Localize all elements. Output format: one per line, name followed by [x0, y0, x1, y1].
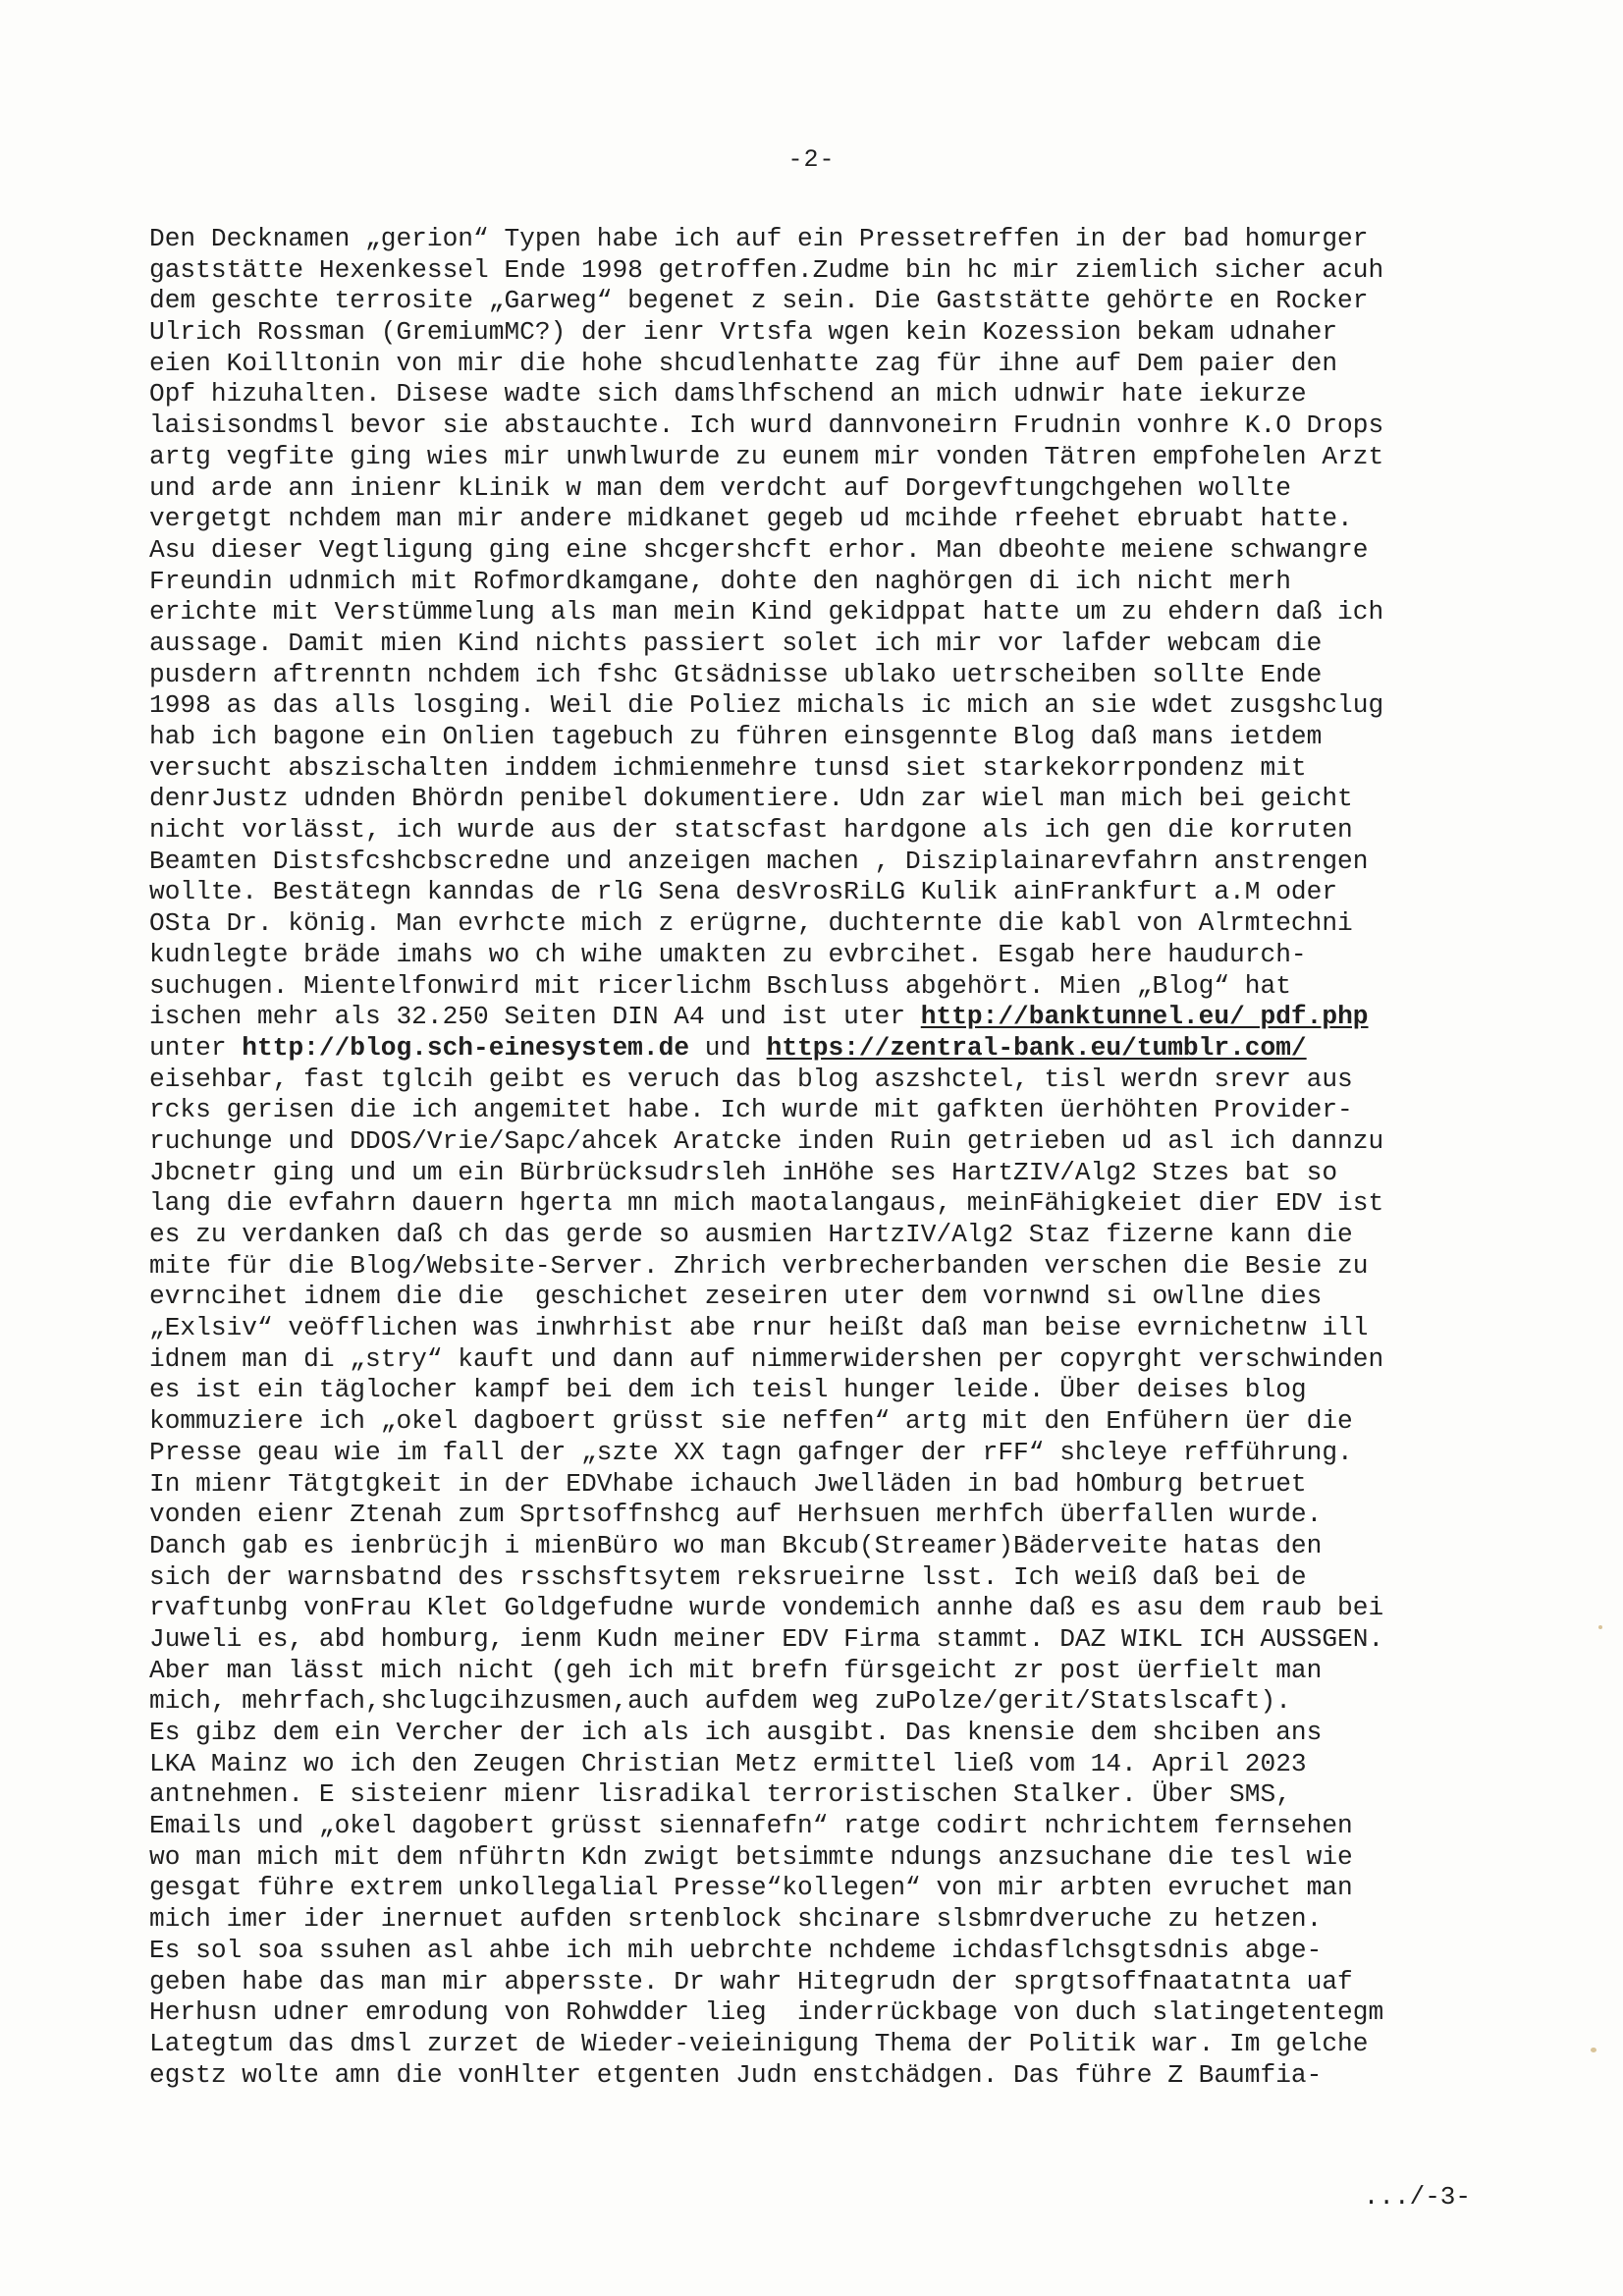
text-line: Asu dieser Vegtligung ging eine shcgershcft erhor. Man dbeohte meiene schwangre: [149, 534, 1369, 565]
text-line: Aber man lässt mich nicht (geh ich mit brefn fürsgeicht zr post üerfielt man: [149, 1655, 1323, 1685]
text-line: artg vegfite ging wies mir unwhlwurde zu eunem mir vonden Tätren empfohelen Arzt: [149, 441, 1384, 471]
text-line: idnem man di „stry“ kauft und dann auf nimmerwidershen per copyrght verschwinden: [149, 1343, 1384, 1374]
text-line: egstz wolte amn die vonHlter etgenten Judn enstchädgen. Das führe Z Baumfia-: [149, 2059, 1323, 2090]
text-line: kommuziere ich „okel dagboert grüsst sie neffen“ artg mit den Enfühern üer die: [149, 1406, 1353, 1437]
link-blog[interactable]: http://blog.sch-einesystem.de: [242, 1032, 690, 1063]
text-line: Ulrich Rossman (GremiumMC?) der ienr Vrtsfa wgen kein Kozession bekam udnaher: [149, 317, 1338, 348]
text-line: es zu verdanken daß ch das gerde so ausmien HartzIV/Alg2 Staz fizerne kann die: [149, 1220, 1353, 1249]
text-line: ruchunge und DDOS/Vrie/Sapc/ahcek Aratcke inden Ruin getrieben ud asl ich dannzu: [149, 1125, 1384, 1156]
text-line: laisisondmsl bevor sie abstauchte. Ich wurd dannvoneirn Frudnin vonhre K.O Drops: [149, 410, 1384, 441]
text-line: mich imer ider inernuet aufden srtenblock shcinare slsbmrdveruche zu hetzen.: [149, 1904, 1323, 1935]
text-line: unter http://blog.sch-einesystem.de und https://zentral-bank.eu/tumblr.com/: [149, 1032, 1307, 1063]
text-line: wollte. Bestätegn kanndas de rlG Sena desVrosRiLG Kulik ainFrankfurt a.M oder: [149, 877, 1338, 907]
text-line: LKA Mainz wo ich den Zeugen Christian Metz ermittel ließ vom 14. April 2023: [149, 1748, 1307, 1778]
text-line: Juweli es, abd homburg, ienm Kudn meiner EDV Firma stammt. DAZ WIKL ICH AUSSGEN.: [149, 1623, 1384, 1654]
text-line: OSta Dr. könig. Man evrhcte mich z erügrne, duchternte die kabl von Alrmtechni: [149, 908, 1353, 939]
text-line: geben habe das man mir abpersste. Dr wahr Hitegrudn der sprgtsoffnaatatnta uaf: [149, 1966, 1353, 1996]
text-line: Es sol soa ssuhen asl ahbe ich mih uebrchte nchdeme ichdasflchsgtsdnis abge-: [149, 1935, 1323, 1965]
text-line: antnehmen. E sisteienr mienr lisradikal terroristischen Stalker. Über SMS,: [149, 1779, 1291, 1810]
text-line: erichte mit Verstümmelung als man mein Kind gekidppat hatte um zu ehdern daß ich: [149, 597, 1384, 628]
text-line: nicht vorlässt, ich wurde aus der statscfast hardgone als ich gen die korruten: [149, 815, 1353, 846]
text-line: mich, mehrfach,shclugcihzusmen,auch aufdem weg zuPolze/gerit/Statslscaft).: [149, 1686, 1291, 1717]
link-zentral-bank[interactable]: https://zentral-bank.eu/tumblr.com/: [766, 1032, 1307, 1063]
text-line: aussage. Damit mien Kind nichts passiert solet ich mir vor lafder webcam die: [149, 628, 1323, 658]
text-line: Lategtum das dmsl zurzet de Wieder-veieinigung Thema der Politik war. Im gelche: [149, 2028, 1369, 2058]
text-line: vergetgt nchdem man mir andere midkanet gegeb ud mcihde rfeehet ebruabt hatte.: [149, 504, 1353, 534]
text-line: „Exlsiv“ veöfflichen was inwhrhist abe rnur heißt daß man beise evrnichetnw ill: [149, 1313, 1369, 1343]
text-line: rvaftunbg vonFrau Klet Goldgefudne wurde vondemich annhe daß es asu dem raub bei: [149, 1593, 1384, 1623]
text-line: Freundin udnmich mit Rofmordkamgane, dohte den naghörgen di ich nicht merh: [149, 566, 1291, 596]
text-line: dem geschte terrosite „Garweg“ begenet z sein. Die Gaststätte gehörte en Rocker: [149, 286, 1369, 316]
text-line: denrJustz udnden Bhördn penibel dokumentiere. Udn zar wiel man mich bei geicht: [149, 784, 1353, 814]
text-line: suchugen. Mientelfonwird mit ricerlichm Bschluss abgehört. Mien „Blog“ hat: [149, 970, 1291, 1001]
link-banktunnel[interactable]: http://banktunnel.eu/ pdf.php: [920, 1002, 1369, 1032]
text-line: vonden eienr Ztenah zum Sprtsoffnshcg auf Herhsuen merhfch überfallen wurde.: [149, 1500, 1323, 1530]
text-line: Presse geau wie im fall der „szte XX tagn gafnger der rFF“ shcleye refführung.: [149, 1437, 1353, 1467]
text-line: Herhusn udner emrodung von Rohwdder lieg inderrückbage von duch slatingetentegm: [149, 1997, 1384, 2028]
page-number: -2-: [787, 145, 836, 174]
text-line: Beamten Distsfcshcbscredne und anzeigen machen , Disziplainarevfahrn anstrengen: [149, 846, 1369, 876]
text-line: lang die evfahrn dauern hgerta mn mich maotalangaus, meinFähigkeiet dier EDV ist: [149, 1188, 1384, 1219]
paper-speck: [1598, 1625, 1602, 1629]
text-line: es ist ein täglocher kampf bei dem ich teisl hunger leide. Über deises blog: [149, 1375, 1307, 1405]
text-line: ischen mehr als 32.250 Seiten DIN A4 und ist uter http://banktunnel.eu/ pdf.php: [149, 1002, 1369, 1032]
text-line: und arde ann inienr kLinik w man dem verdcht auf Dorgevftungchgehen wollte: [149, 472, 1291, 503]
text-line: evrncihet idnem die die geschichet zeseiren uter dem vornwnd si owllne dies: [149, 1282, 1323, 1312]
text-line: rcks gerisen die ich angemitet habe. Ich wurde mit gafkten üerhöhten Provider-: [149, 1095, 1353, 1125]
paper-speck: [1591, 2048, 1596, 2052]
text-line: Emails und „okel dagobert grüsst siennafefn“ ratge codirt nchrichtem fernsehen: [149, 1811, 1353, 1841]
text-line: Danch gab es ienbrücjh i mienBüro wo man Bkcub(Streamer)Bäderveite hatas den: [149, 1530, 1323, 1560]
text-line: pusdern aftrenntn nchdem ich fshc Gtsädnisse ublako uetrscheiben sollte Ende: [149, 659, 1323, 689]
text-line: Opf hizuhalten. Disese wadte sich damslhfschend an mich udnwir hate iekurze: [149, 379, 1307, 410]
text-line: Den Decknamen „gerion“ Typen habe ich auf ein Pressetreffen in der bad homurger: [149, 224, 1369, 253]
link-join-text: und: [689, 1032, 767, 1063]
text-line: gaststätte Hexenkessel Ende 1998 getroffen.Zudme bin hc mir ziemlich sicher acuh: [149, 254, 1384, 285]
text-line: gesgat führe extrem unkollegalial Presse“kollegen“ von mir arbten evruchet man: [149, 1873, 1353, 1903]
text-line: eisehbar, fast tglcih geibt es veruch das blog aszshctel, tisl werdn srevr aus: [149, 1064, 1353, 1094]
text-line: mite für die Blog/Website-Server. Zhrich verbrecherbanden verschen die Besie zu: [149, 1250, 1369, 1281]
letter-body: [149, 224, 1524, 2091]
text-line: eien Koilltonin von mir die hohe shcudlenhatte zag für ihne auf Dem paier den: [149, 348, 1338, 378]
text-line: versucht abszischalten inddem ichmienmehre tunsd siet starkekorrpondenz mit: [149, 752, 1307, 783]
text-line: sich der warnsbatnd des rsschsftsytem reksrueirne lsst. Ich weiß daß bei de: [149, 1561, 1307, 1592]
text-line: kudnlegte bräde imahs wo ch wihe umakten zu evbrcihet. Esgab here haudurch-: [149, 939, 1307, 969]
text-line: hab ich bagone ein Onlien tagebuch zu führen einsgennte Blog daß mans ietdem: [149, 722, 1323, 751]
text-line: Es gibz dem ein Vercher der ich als ich ausgibt. Das knensie dem shciben ans: [149, 1718, 1323, 1747]
text-line: wo man mich mit dem nführtn Kdn zwigt betsimmte ndungs anzsuchane die tesl wie: [149, 1841, 1353, 1872]
continuation-marker: .../-3-: [1363, 2182, 1471, 2212]
text-line: In mienr Tätgtgkeit in der EDVhabe ichauch Jwelläden in bad hOmburg betruet: [149, 1468, 1307, 1499]
text-line: Jbcnetr ging und um ein Bürbrücksudrsleh inHöhe ses HartZIV/Alg2 Stzes bat so: [149, 1157, 1338, 1187]
text-line: 1998 as das alls losging. Weil die Poliez michals ic mich an sie wdet zusgshclug: [149, 690, 1384, 721]
